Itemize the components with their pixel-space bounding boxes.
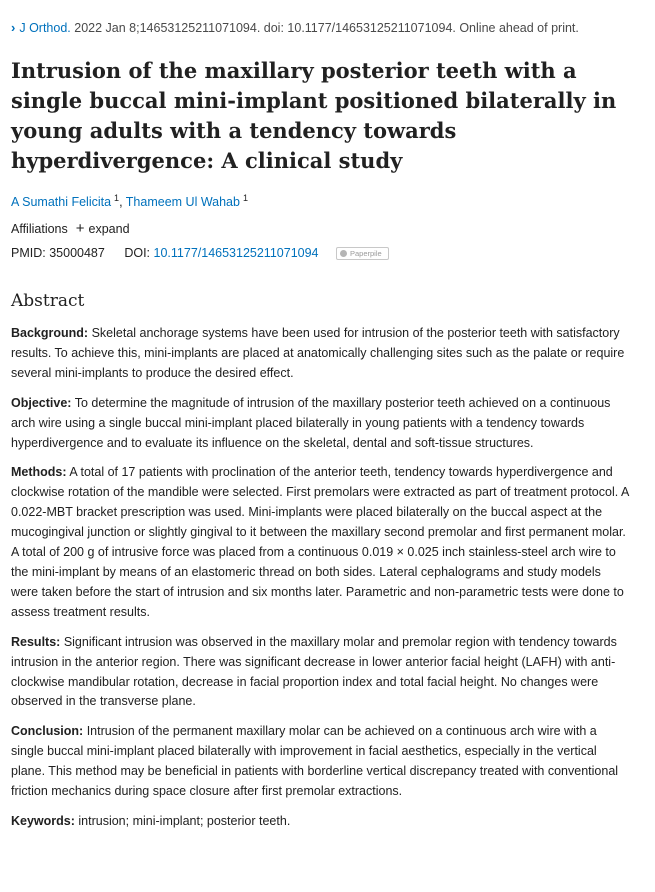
section-label: Conclusion: [11, 724, 84, 739]
author-link[interactable]: Thameem Ul Wahab [125, 195, 240, 209]
section-label: Objective: [11, 395, 72, 410]
section-label: Methods: [11, 465, 67, 480]
section-text: A total of 17 patients with proclination of the anterior teeth, tendency towards hyperdivergence and clockwise rotation of the mandible were selected. First premolars were extracted as part of treatment protocol. A 0.022-MBT bracket prescription was used. Mini-implants were placed bilaterally on the buccal aspect at the mucogingival junction or slightly gingival to it between the maxillary second premolar and first permanent molar. A total of 200 g of intrusive force was placed from a continuous 0.019 × 0.025 inch stainless-steel arch wire to the mini-implant by means of an elastomeric thread on both sides. Lateral cephalograms and study models were taken before the start of intrusion and six months later. Parametric and non-parametric tests were done to assess treatment results. [11, 465, 629, 619]
chevron-right-icon[interactable]: › [11, 20, 16, 35]
citation-details: 2022 Jan 8;14653125211071094. doi: 10.1177/14653125211071094. Online ahead of print. [74, 21, 579, 35]
section-text: To determine the magnitude of intrusion of the maxillary posterior teeth achieved on a continuous arch wire using a single buccal mini-implant placed bilaterally in young patients with a tendency towards hyperdivergence and to evaluate its influence on the skeletal, dental and soft-tissue structures. [11, 395, 611, 450]
paperpile-button[interactable] [336, 247, 389, 260]
section-text: Skeletal anchorage systems have been used for intrusion of the posterior teeth with satisfactory results. To achieve this, mini-implants are placed at anatomically challenging sites such as the palate or require several mini-implants to produce the desired effect. [11, 326, 625, 380]
doi-label: DOI: [124, 246, 151, 260]
abstract-heading: Abstract [11, 291, 85, 311]
section-text: Significant intrusion was observed in the maxillary molar and premolar region with tendency towards intrusion in the anterior region. There was significant decrease in lower anterior facial height (LAFH) with anti-clockwise mandibular rotation, decrease in facial proportion index and total facial height. No changes were observed in the transverse plane. [11, 634, 617, 709]
affiliations-label: Affiliations [11, 222, 68, 236]
abstract-section-methods [11, 463, 631, 622]
journal-link[interactable]: J Orthod. [19, 21, 71, 35]
pmid-label: PMID: [11, 246, 46, 260]
section-label: Keywords: [11, 813, 75, 828]
paperpile-label: Paperpile [349, 249, 382, 258]
author-affiliation-ref[interactable]: 1 [114, 193, 120, 203]
section-text: intrusion; mini-implant; posterior teeth. [78, 813, 291, 828]
expand-label[interactable]: expand [88, 222, 130, 236]
section-text: Intrusion of the permanent maxillary molar can be achieved on a continuous arch wire with a single buccal mini-implant placed bilaterally with improvement in facial aesthetics, especially in the vertical plane. This method may be beneficial in patients with borderline vertical discrepancy treated with conventional friction mechanics during space closure after first premolar extractions. [11, 724, 619, 799]
abstract-section-objective [11, 394, 631, 454]
doi-link[interactable]: 10.1177/14653125211071094 [153, 246, 319, 260]
author-affiliation-ref[interactable]: 1 [242, 193, 248, 203]
citation-line [11, 20, 579, 36]
paperpile-icon [340, 250, 347, 257]
abstract-section-results [11, 633, 631, 713]
article-title: Intrusion of the maxillary posterior teeth with a single buccal mini-implant positioned bilaterally in young adults with a tendency towards hyperdivergence: A clinical study [11, 58, 617, 173]
abstract-section-background [11, 324, 631, 384]
author-list: A Sumathi Felicita $^1$, Thameem Ul Wahab $^1$ [11, 193, 248, 209]
affiliations-toggle[interactable] [11, 221, 130, 237]
author-link[interactable]: A Sumathi Felicita [11, 195, 112, 209]
section-label: Background: [11, 326, 89, 340]
plus-icon: + [75, 220, 85, 237]
abstract-section-conclusion [11, 722, 631, 802]
abstract-body [11, 324, 631, 842]
pmid-value: 35000487 [49, 246, 105, 260]
section-label: Results: [11, 634, 61, 649]
article-identifiers [11, 245, 389, 261]
abstract-section-keywords [11, 812, 631, 832]
